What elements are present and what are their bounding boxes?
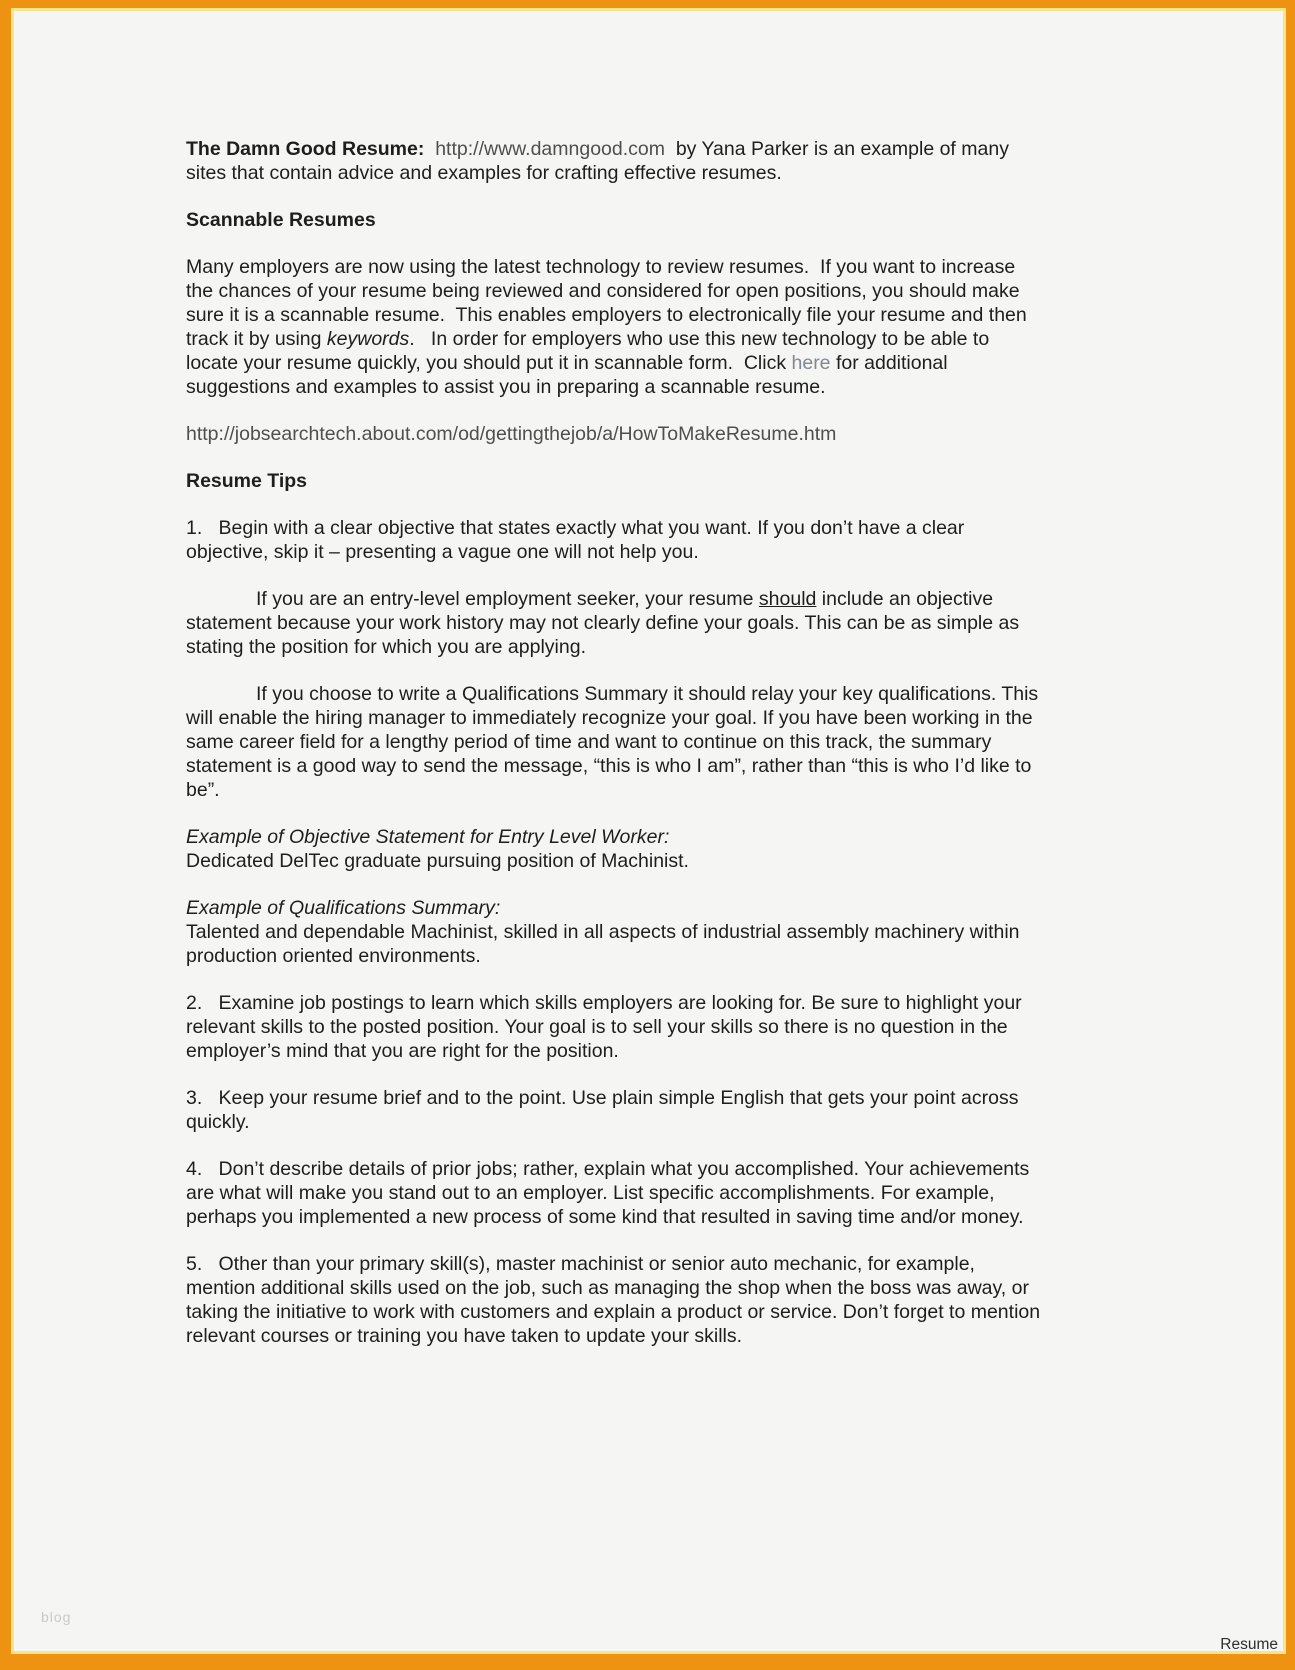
resume-tips-heading: Resume Tips — [186, 470, 308, 492]
entry-level-after: include an objective statement because your work history may not clearly define your goals. This can be as simple as stating the position for which you are applying. — [186, 588, 1025, 658]
scannable-text-after: for additional suggestions and examples to assist you in preparing a scannable resume. — [186, 352, 954, 398]
qualifications-paragraph: If you choose to write a Qualifications Summary it should relay your key qualifications. This will enable the hiring manager to immediately recognize your goal. If you have been working in the same career field for a lengthy period of time and want to continue on this track, the summary statement is a good way to send the message, “this is who I am”, rather than “this is who I’d like to be”. — [186, 683, 1044, 801]
blog-watermark: blog — [41, 1609, 72, 1625]
scannable-resumes-heading: Scannable Resumes — [186, 209, 376, 231]
tip-2: 2. Examine job postings to learn which skills employers are looking for. Be sure to highlight your relevant skills to the posted position. Your goal is to sell your skills so there is no question in the employer’s mind that you are right for the position. — [186, 992, 1028, 1062]
scannable-text-before: Many employers are now using the latest technology to review resumes. If you want to increase the chances of your resume being reviewed and considered for open positions, you should make sure it is a scannable resume. This enables employers to electronically file your resume and then track it by using — [186, 256, 1033, 350]
example-qualifications-text: Talented and dependable Machinist, skilled in all aspects of industrial assembly machinery within production oriented environments. — [186, 921, 1025, 967]
example-objective-block — [186, 825, 1046, 873]
keywords-italic: keywords — [326, 328, 410, 350]
scannable-paragraph — [186, 255, 1046, 399]
here-link[interactable]: here — [791, 352, 831, 374]
tip-1: 1. Begin with a clear objective that states exactly what you want. If you don’t have a clear objective, skip it – presenting a vague one will not help you. — [186, 517, 970, 563]
intro-tail: by Yana Parker is an example of many sites that contain advice and examples for crafting effective resumes. — [186, 138, 1015, 184]
should-underlined: should — [758, 588, 817, 610]
example-qualifications-label: Example of Qualifications Summary: — [186, 897, 501, 919]
tip-4: 4. Don’t describe details of prior jobs; rather, explain what you accomplished. Your achievements are what will make you stand out to an employer. List specific accomplishments. For example, perhaps you implemented a new process of some kind that resulted in saving time and/or money. — [186, 1158, 1035, 1228]
tip-5: 5. Other than your primary skill(s), master machinist or senior auto mechanic, for example, mention additional skills used on the job, such as managing the shop when the boss was away, or taking the initiative to work with customers and explain a product or service. Don’t forget to mention relevant courses or training you have taken to update your skills. — [186, 1253, 1046, 1347]
intro-lead-bold: The Damn Good Resume: — [186, 138, 425, 160]
scannable-text-mid: . In order for employers who use this new technology to be able to locate your resume quickly, you should put it in scannable form. Click — [186, 328, 995, 374]
tip-3: 3. Keep your resume brief and to the point. Use plain simple English that gets your point across quickly. — [186, 1087, 1024, 1133]
intro-paragraph — [186, 137, 1046, 185]
damngood-url: http://www.damngood.com — [424, 138, 665, 160]
document-page — [11, 8, 1286, 1654]
jobsearchtech-url: http://jobsearchtech.about.com/od/gettingthejob/a/HowToMakeResume.htm — [186, 423, 837, 445]
example-qualifications-block — [186, 896, 1046, 968]
resume-page-label: Resume — [1220, 1636, 1278, 1653]
example-objective-label: Example of Objective Statement for Entry Level Worker: — [186, 826, 670, 848]
entry-level-paragraph — [186, 587, 1046, 659]
entry-level-before: If you are an entry-level employment seeker, your resume — [256, 588, 759, 610]
document-content — [186, 137, 1046, 1371]
example-objective-text: Dedicated DelTec graduate pursuing position of Machinist. — [186, 850, 689, 872]
